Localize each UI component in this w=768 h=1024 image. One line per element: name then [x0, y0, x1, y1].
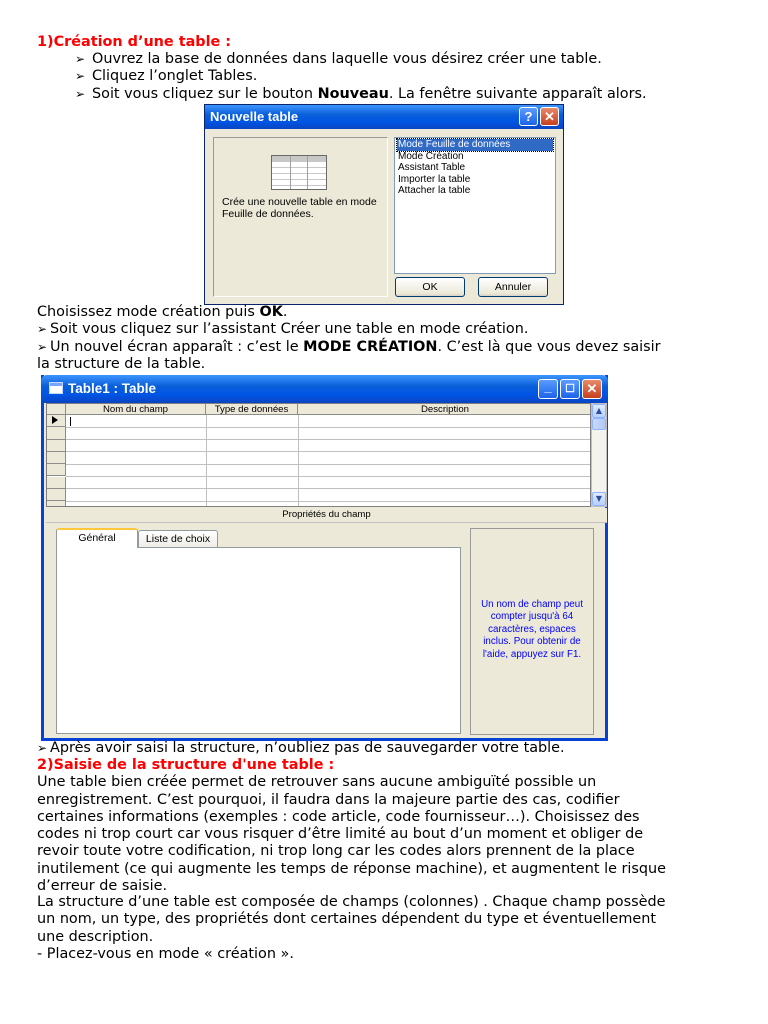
bullet-item: ➢ Soit vous cliquez sur le bouton Nouveau. La fenêtre suivante apparaît alors. [75, 86, 647, 102]
grid-corner [47, 404, 66, 415]
tab-liste-de-choix[interactable]: Liste de choix [138, 530, 218, 548]
list-item[interactable]: Importer la table [398, 173, 471, 185]
help-text: Un nom de champ peut compter jusqu'à 64 caractères, espaces inclus. Pour obtenir de l'aide, appuyez sur F1. [481, 599, 583, 660]
paragraph-line: une description. [37, 929, 154, 945]
tab-general[interactable]: Général [56, 528, 138, 548]
arrow-bullet-icon: ➢ [37, 340, 48, 354]
bullet-item: ➢ Ouvrez la base de données dans laquelle vous désirez créer une table. [75, 51, 602, 67]
arrow-bullet-icon: ➢ [37, 741, 48, 755]
vertical-scrollbar[interactable] [591, 403, 607, 507]
paragraph-line: certaines informations (exemples : code article, code fournisseur…). Choisissez des [37, 809, 640, 825]
close-button[interactable]: ✕ [540, 107, 559, 126]
arrow-bullet-icon: ➢ [75, 87, 86, 101]
datasheet-table-icon [271, 155, 327, 190]
list-item[interactable]: Attacher la table [398, 185, 471, 197]
help-panel [470, 528, 594, 735]
dialog-title-bar [205, 105, 563, 129]
maximize-button[interactable]: ☐ [560, 379, 580, 399]
column-header[interactable]: Nom du champ [66, 404, 206, 415]
close-button[interactable]: ✕ [582, 379, 602, 399]
table-design-window [41, 375, 608, 741]
list-item[interactable]: Assistant Table [398, 162, 466, 174]
list-item[interactable]: Mode Création [398, 150, 464, 162]
arrow-bullet-icon: ➢ [37, 322, 48, 336]
row-selector[interactable] [47, 440, 66, 452]
nouvelle-table-dialog [204, 104, 564, 305]
bullet-item: ➢ Cliquez l’onglet Tables. [75, 68, 258, 84]
paragraph-line: d’erreur de saisie. [37, 878, 168, 894]
paragraph-line: La structure d’une table est composée de champs (colonnes) . Chaque champ possède [37, 894, 666, 910]
row-selector[interactable] [47, 464, 66, 476]
help-button[interactable]: ? [519, 107, 538, 126]
window-title: Table1 : Table [68, 381, 157, 396]
bullet-item: ➢ Un nouvel écran apparaît : c’est le MODE CRÉATION. C’est là que vous devez saisir [37, 339, 661, 355]
paragraph-line: Une table bien créée permet de retrouver sans aucune ambiguïté possible un [37, 774, 597, 790]
row-selector[interactable] [47, 477, 66, 489]
paragraph-line: - Placez-vous en mode « création ». [37, 946, 294, 962]
column-header[interactable]: Description [298, 404, 591, 415]
current-row-arrow-icon [52, 416, 58, 424]
row-selector[interactable] [47, 415, 66, 427]
paragraph-line: revoir toute votre codification, ni trop long car les codes alors prennent de la place [37, 843, 635, 859]
table-icon [49, 382, 63, 394]
section1-heading: 1)Création d’une table : [37, 34, 232, 50]
ok-button[interactable]: OK [395, 277, 465, 297]
field-grid [46, 403, 591, 507]
paragraph-line: enregistrement. C’est pourquoi, il faudra dans la majeure partie des cas, codifier [37, 792, 620, 808]
row-selector[interactable] [47, 427, 66, 439]
scroll-up-icon[interactable]: ▲ [592, 404, 606, 418]
mode-listbox[interactable] [394, 137, 556, 274]
paragraph-line: la structure de la table. [37, 356, 206, 372]
cancel-button[interactable]: Annuler [478, 277, 548, 297]
scroll-thumb[interactable] [592, 418, 606, 430]
dialog-title: Nouvelle table [210, 109, 299, 124]
paragraph-line: un nom, un type, des propriétés dont certaines dépendent du type et éventuellement [37, 911, 657, 927]
choose-instruction: Choisissez mode création puis OK. [37, 304, 288, 320]
list-item[interactable]: Mode Feuille de données [397, 139, 553, 151]
row-selector[interactable] [47, 501, 66, 507]
paragraph-line: codes ni trop court car vous risquer d’être limité au bout d’un moment et obliger de [37, 826, 644, 842]
mode-description: Crée une nouvelle table en mode Feuille de données. [222, 196, 377, 220]
bullet-item: ➢ Après avoir saisi la structure, n’oubliez pas de sauvegarder votre table. [37, 740, 565, 756]
properties-tab-panel [56, 547, 461, 734]
section2-heading: 2)Saisie de la structure d'une table : [37, 757, 335, 773]
preview-panel [213, 137, 388, 297]
row-selector[interactable] [47, 489, 66, 501]
arrow-bullet-icon: ➢ [75, 52, 86, 66]
minimize-button[interactable]: _ [538, 379, 558, 399]
window-title-bar [41, 375, 608, 403]
row-selector[interactable] [47, 452, 66, 464]
bullet-item: ➢ Soit vous cliquez sur l’assistant Créer une table en mode création. [37, 321, 529, 337]
paragraph-line: inutilement (ce qui augmente les temps de réponse machine), et augmentent le risque [37, 861, 667, 877]
text-cursor[interactable] [70, 417, 71, 426]
column-header[interactable]: Type de données [206, 404, 298, 415]
field-properties-label: Propriétés du champ [46, 508, 607, 523]
arrow-bullet-icon: ➢ [75, 69, 86, 83]
scroll-down-icon[interactable]: ▼ [592, 492, 606, 506]
